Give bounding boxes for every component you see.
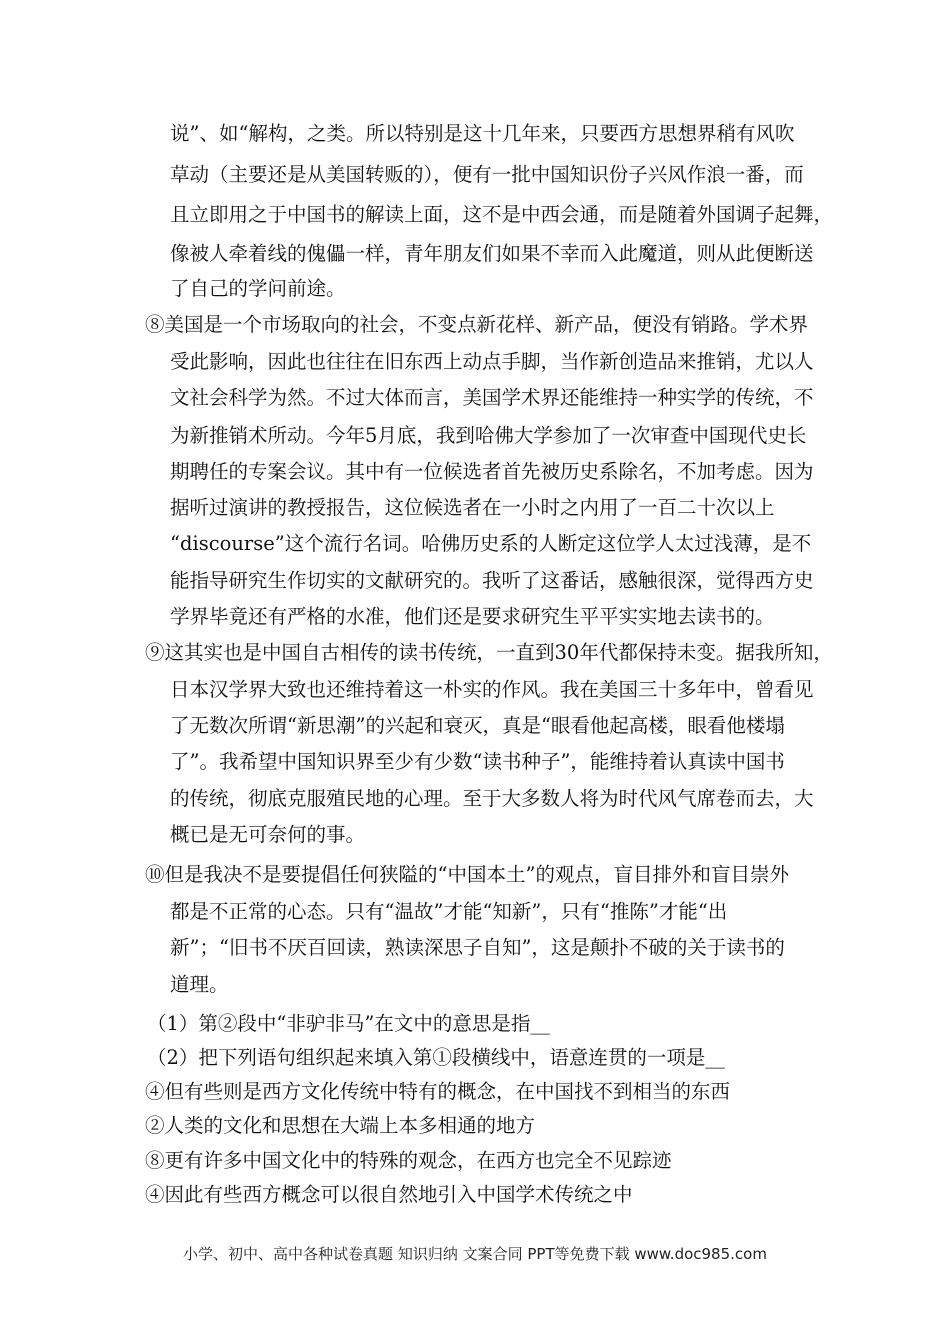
p8-line-7: “discourse”这个流行名词。哈佛历史系的人断定这位学人太过浅薄，是不 <box>170 532 812 555</box>
p7-line-1: 说”、如“解构，之类。所以特别是这十几年来，只要西方思想界稍有风吹 <box>170 122 795 145</box>
p10-line-1: ⑩但是我决不是要提倡任何狭隘的“中国本土”的观点，盲目排外和盲目崇外 <box>145 863 789 886</box>
option-3: ⑧更有许多中国文化中的特殊的观念，在西方也完全不见踪迹 <box>145 1149 672 1172</box>
question-1: （1）第②段中“非驴非马”在文中的意思是指__ <box>147 1012 550 1035</box>
p8-line-2: 受此影响，因此也往往在旧东西上动点手脚，当作新创造品来推销，尤以人 <box>170 350 814 373</box>
p10-line-2: 都是不正常的心态。只有“温故”才能“知新”，只有“推陈”才能“出 <box>170 900 728 923</box>
p9-line-2: 日本汉学界大致也还维持着这一朴实的作风。我在美国三十多年中，曾看见 <box>170 678 814 701</box>
p8-line-1: ⑧美国是一个市场取向的社会，不变点新花样、新产品，便没有销路。学术界 <box>145 313 809 336</box>
option-1: ④但有些则是西方文化传统中特有的概念，在中国找不到相当的东西 <box>145 1080 731 1103</box>
p8-line-8: 能指导研究生作切实的文献研究的。我听了这番话，感触很深，觉得西方史 <box>170 569 814 592</box>
p8-line-6: 据听过演讲的教授报告，这位候选者在一小时之内用了一百二十次以上 <box>170 496 775 519</box>
p9-line-3: 了无数次所谓“新思潮”的兴起和衰灭，真是“眼看他起高楼，眼看他楼塌 <box>170 714 785 737</box>
p7-line-5: 了自己的学问前途。 <box>170 277 346 300</box>
p8-line-9: 学界毕竟还有严格的水准，他们还是要求研究生平平实实地去读书的。 <box>170 605 775 628</box>
p7-line-4: 像被人牵着线的傀儡一样，青年朋友们如果不幸而入此魔道，则从此便断送 <box>170 242 814 265</box>
p9-line-4: 了”。我希望中国知识界至少有少数“读书种子”，能维持着认真读中国书 <box>170 750 785 773</box>
option-2: ②人类的文化和思想在大端上本多相通的地方 <box>145 1114 536 1137</box>
p8-line-4: 为新推销术所动。今年5月底，我到哈佛大学参加了一次审查中国现代史长 <box>170 424 807 447</box>
option-4: ④因此有些西方概念可以很自然地引入中国学术传统之中 <box>145 1183 633 1206</box>
p7-line-2: 草动（主要还是从美国转贩的），便有一批中国知识份子兴风作浪一番，而 <box>170 163 804 186</box>
p7-line-3: 且立即用之于中国书的解读上面，这不是中西会通，而是随着外国调子起舞， <box>170 203 834 226</box>
p8-line-5: 期聘任的专案会议。其中有一位候选者首先被历史系除名，不加考虑。因为 <box>170 460 814 483</box>
p8-line-3: 文社会科学为然。不过大体而言，美国学术界还能维持一种实学的传统，不 <box>170 386 814 409</box>
p10-line-3: 新”；“旧书不厌百回读，熟读深思子自知”，这是颠扑不破的关于读书的 <box>170 936 785 959</box>
page-footer: 小学、初中、高中各种试卷真题 知识归纳 文案合同 PPT等免费下载 www.doc985.com <box>183 1245 767 1263</box>
p10-line-4: 道理。 <box>170 973 229 996</box>
question-2: （2）把下列语句组织起来填入第①段横线中，语意连贯的一项是__ <box>147 1046 725 1069</box>
p9-line-1: ⑨这其实也是中国自古相传的读书传统，一直到30年代都保持未变。据我所知， <box>145 641 833 664</box>
p9-line-5: 的传统，彻底克服殖民地的心理。至于大多数人将为时代风气席卷而去，大 <box>170 787 814 810</box>
p9-line-6: 概已是无可奈何的事。 <box>170 823 366 846</box>
